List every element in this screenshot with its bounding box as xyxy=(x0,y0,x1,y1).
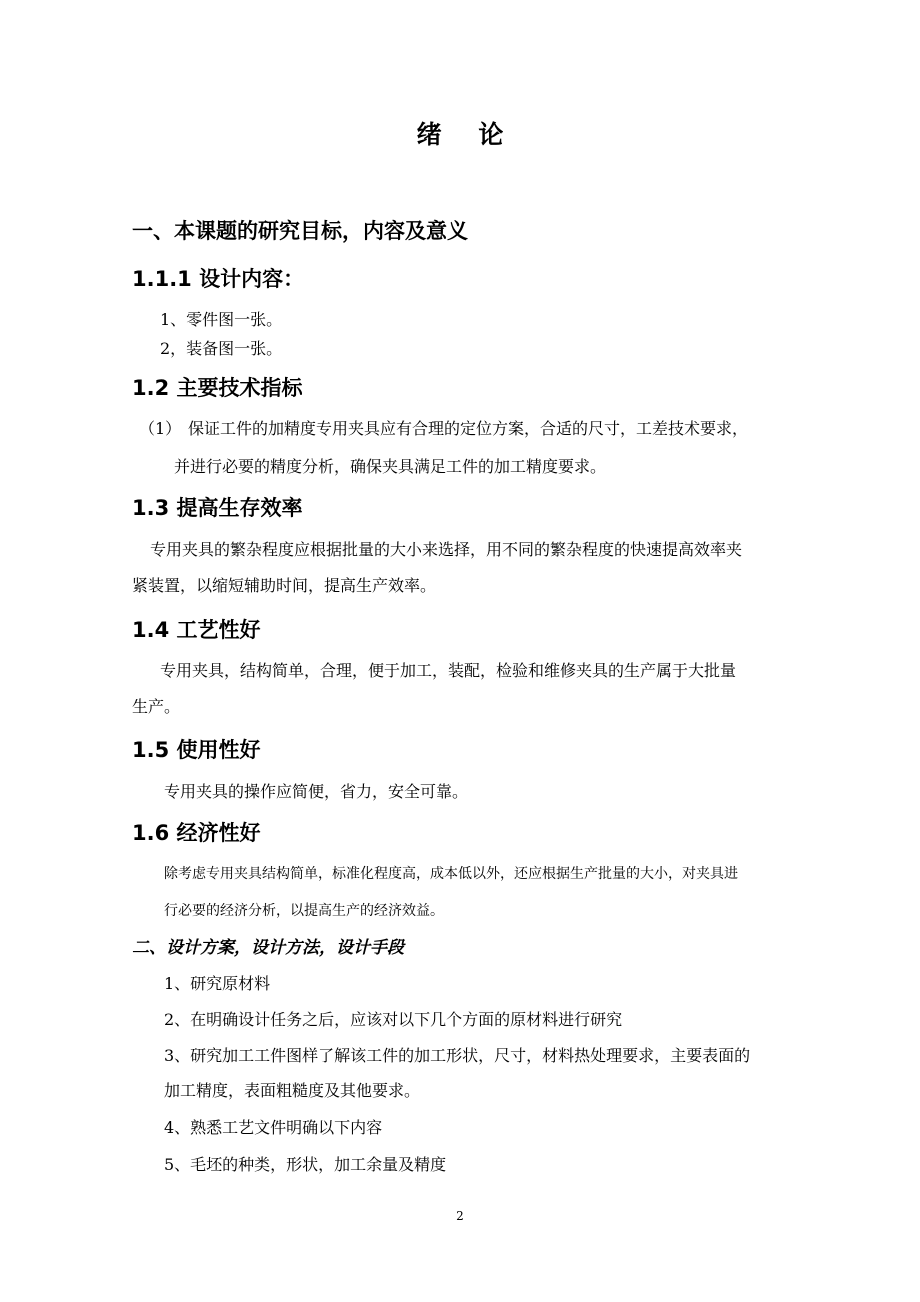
efficiency-line-2: 紧装置，以缩短辅助时间，提高生产效率。 xyxy=(132,576,437,595)
section-2-heading: 二、设计方案，设计方法，设计手段 xyxy=(132,938,404,958)
tech-index-line-1: 保证工件的加精度专用夹具应有合理的定位方案，合适的尺寸，工差技术要求， xyxy=(188,419,749,438)
page-number: 2 xyxy=(456,1209,464,1223)
subsection-1-1-1-heading: 1.1.1 设计内容： xyxy=(132,267,305,291)
design-method-item-1: 1、研究原材料 xyxy=(164,974,271,993)
design-method-item-3-cont: 加工精度，表面粗糙度及其他要求。 xyxy=(164,1081,421,1100)
manufacturability-line-2: 生产。 xyxy=(132,697,181,716)
economy-line-2: 行必要的经济分析，以提高生产的经济效益。 xyxy=(164,903,444,919)
subsection-1-3-heading: 1.3 提高生存效率 xyxy=(132,496,303,520)
efficiency-line-1: 专用夹具的繁杂程度应根据批量的大小来选择，用不同的繁杂程度的快速提高效率夹 xyxy=(150,540,743,559)
design-method-item-2: 2、在明确设计任务之后，应该对以下几个方面的原材料进行研究 xyxy=(164,1010,623,1029)
design-method-item-3: 3、研究加工工件图样了解该工件的加工形状，尺寸，材料热处理要求，主要表面的 xyxy=(164,1046,751,1065)
subsection-1-5-heading: 1.5 使用性好 xyxy=(132,738,261,762)
usability-line-1: 专用夹具的操作应简便，省力，安全可靠。 xyxy=(164,782,469,801)
page-title: 绪 论 xyxy=(416,120,518,149)
design-content-item-2: 2，装备图一张。 xyxy=(160,339,283,358)
subsection-1-4-heading: 1.4 工艺性好 xyxy=(132,618,261,642)
design-content-item-1: 1、零件图一张。 xyxy=(160,310,283,329)
subsection-1-2-heading: 1.2 主要技术指标 xyxy=(132,376,303,400)
design-method-item-4: 4、熟悉工艺文件明确以下内容 xyxy=(164,1118,383,1137)
section-1-heading: 一、本课题的研究目标，内容及意义 xyxy=(132,218,468,243)
tech-index-marker: （1） xyxy=(139,419,182,438)
manufacturability-line-1: 专用夹具，结构简单，合理，便于加工，装配，检验和维修夹具的生产属于大批量 xyxy=(160,661,737,680)
design-method-item-5: 5、毛坯的种类，形状，加工余量及精度 xyxy=(164,1155,447,1174)
economy-line-1: 除考虑专用夹具结构简单，标准化程度高，成本低以外，还应根据生产批量的大小，对夹具进 xyxy=(164,866,738,882)
tech-index-line-2: 并进行必要的精度分析，确保夹具满足工件的加工精度要求。 xyxy=(174,457,607,476)
subsection-1-6-heading: 1.6 经济性好 xyxy=(132,821,261,845)
